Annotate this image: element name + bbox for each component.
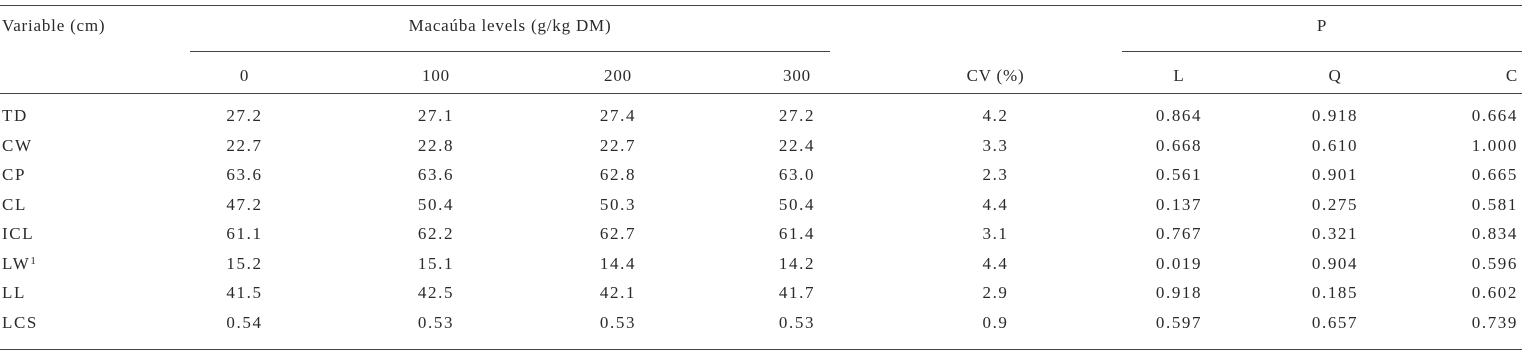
cell-cv: 4.4 — [982, 195, 1009, 214]
row-label — [2, 165, 26, 185]
row-label-text: CW — [2, 136, 33, 155]
cell-level-0: 61.1 — [226, 224, 263, 243]
cell-level-0: 41.5 — [226, 283, 263, 302]
cell-p-linear: 0.668 — [1155, 136, 1203, 155]
cell-p-cubic: 0.665 — [1471, 165, 1518, 184]
cell-p-cubic: 0.739 — [1471, 313, 1518, 332]
footnote-marker: 1 — [30, 255, 36, 267]
row-label — [2, 254, 36, 274]
cell-level-300: 14.2 — [778, 254, 816, 273]
row-label-text: LW — [2, 254, 31, 273]
cell-level-0: 27.2 — [226, 106, 263, 125]
cell-level-0: 47.2 — [226, 195, 263, 214]
cell-p-quadratic: 0.901 — [1311, 165, 1359, 184]
cell-level-300: 61.4 — [778, 224, 816, 243]
cell-cv: 3.1 — [982, 224, 1009, 243]
cell-level-200: 62.8 — [599, 165, 637, 184]
cell-level-200: 0.53 — [599, 313, 637, 332]
header-level-0: 0 — [239, 66, 250, 85]
cell-p-linear: 0.767 — [1155, 224, 1203, 243]
header-p-cubic: C — [1505, 66, 1518, 85]
cell-level-300: 22.4 — [778, 136, 816, 155]
cell-cv: 2.9 — [982, 283, 1009, 302]
cell-level-200: 50.3 — [599, 195, 637, 214]
cell-p-cubic: 0.664 — [1471, 106, 1518, 125]
cell-p-quadratic: 0.904 — [1311, 254, 1359, 273]
header-bottom-rule — [0, 93, 1522, 94]
p-group-rule — [1122, 51, 1522, 52]
cell-p-quadratic: 0.918 — [1311, 106, 1359, 125]
cell-p-quadratic: 0.321 — [1311, 224, 1359, 243]
header-level-100: 100 — [422, 66, 450, 85]
cell-level-0: 15.2 — [226, 254, 263, 273]
cell-level-200: 22.7 — [599, 136, 637, 155]
cell-level-100: 15.1 — [417, 254, 455, 273]
cell-cv: 0.9 — [982, 313, 1009, 332]
header-macauba-levels: Macaúba levels (g/kg DM) — [408, 16, 612, 35]
cell-p-linear: 0.019 — [1155, 254, 1203, 273]
header-p-quadratic: Q — [1328, 66, 1342, 85]
cell-level-200: 62.7 — [599, 224, 637, 243]
row-label — [2, 195, 27, 215]
cell-level-200: 42.1 — [599, 283, 637, 302]
header-level-300: 300 — [783, 66, 811, 85]
row-label-text: TD — [2, 106, 28, 125]
cell-p-cubic: 0.596 — [1471, 254, 1518, 273]
cell-cv: 4.4 — [982, 254, 1009, 273]
row-label — [2, 106, 28, 126]
cell-p-cubic: 0.602 — [1471, 283, 1518, 302]
row-label-text: ICL — [2, 224, 35, 243]
row-label — [2, 313, 38, 333]
cell-level-200: 27.4 — [599, 106, 637, 125]
cell-p-cubic: 0.581 — [1471, 195, 1518, 214]
cell-level-300: 63.0 — [778, 165, 816, 184]
cell-level-100: 42.5 — [417, 283, 455, 302]
cell-level-100: 62.2 — [417, 224, 455, 243]
header-level-200: 200 — [604, 66, 632, 85]
row-label-text: LL — [2, 283, 26, 302]
cell-level-100: 22.8 — [417, 136, 455, 155]
row-label-text: CP — [2, 165, 26, 184]
cell-level-300: 50.4 — [778, 195, 816, 214]
cell-level-100: 50.4 — [417, 195, 455, 214]
cell-level-0: 63.6 — [226, 165, 263, 184]
cell-p-quadratic: 0.185 — [1311, 283, 1359, 302]
cell-cv: 2.3 — [982, 165, 1009, 184]
levels-group-rule — [190, 51, 830, 52]
row-label — [2, 283, 26, 303]
header-p-linear: L — [1173, 66, 1185, 85]
cell-level-0: 22.7 — [226, 136, 263, 155]
cell-level-100: 27.1 — [417, 106, 455, 125]
cell-cv: 4.2 — [982, 106, 1009, 125]
cell-p-quadratic: 0.275 — [1311, 195, 1359, 214]
header-variable: Variable (cm) — [2, 16, 106, 35]
cell-p-quadratic: 0.657 — [1311, 313, 1359, 332]
cell-cv: 3.3 — [982, 136, 1009, 155]
cell-level-100: 63.6 — [417, 165, 455, 184]
top-rule — [0, 5, 1522, 6]
cell-level-0: 0.54 — [226, 313, 263, 332]
cell-p-linear: 0.561 — [1155, 165, 1203, 184]
cell-level-300: 0.53 — [778, 313, 816, 332]
header-cv: CV (%) — [966, 66, 1025, 85]
row-label — [2, 136, 33, 156]
cell-p-linear: 0.918 — [1155, 283, 1203, 302]
cell-level-300: 41.7 — [778, 283, 816, 302]
cell-level-300: 27.2 — [778, 106, 816, 125]
cell-level-100: 0.53 — [417, 313, 455, 332]
header-p: P — [1316, 16, 1328, 35]
row-label — [2, 224, 34, 244]
row-label-text: CL — [2, 195, 27, 214]
row-label-text: LCS — [2, 313, 38, 332]
cell-p-quadratic: 0.610 — [1311, 136, 1359, 155]
cell-level-200: 14.4 — [599, 254, 637, 273]
cell-p-linear: 0.137 — [1155, 195, 1203, 214]
bottom-rule — [0, 349, 1522, 350]
cell-p-linear: 0.864 — [1155, 106, 1203, 125]
cell-p-cubic: 1.000 — [1471, 136, 1518, 155]
cell-p-cubic: 0.834 — [1471, 224, 1518, 243]
cell-p-linear: 0.597 — [1155, 313, 1203, 332]
